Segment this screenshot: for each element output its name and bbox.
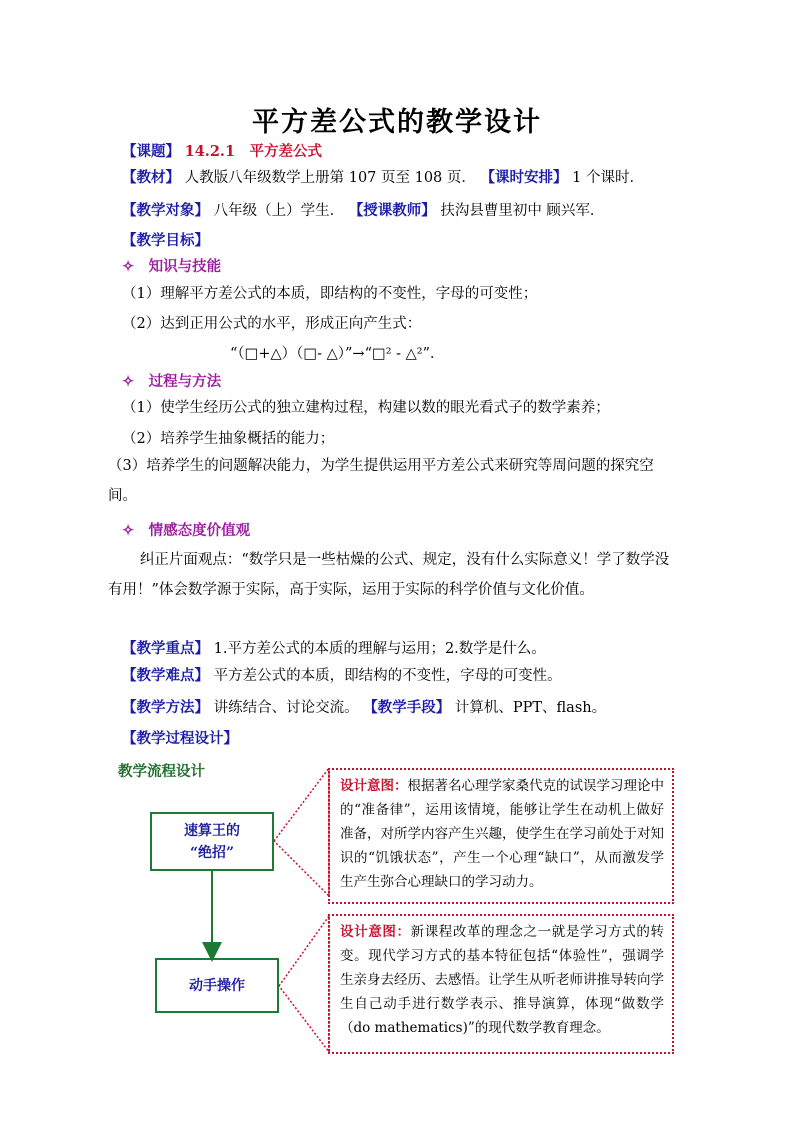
note-1-label: 设计意图： (340, 778, 408, 794)
process-item-1: （1）使学生经历公式的独立建构过程，构建以数的眼光看式子的数学素养； (122, 400, 610, 416)
knowledge-heading: ✧ 知识与技能 (122, 258, 222, 275)
flow-box-1-line-1: 速算王的 (184, 822, 240, 839)
process-heading: ✧ 过程与方法 (122, 373, 222, 390)
teacher-label: 【授课教师】 (348, 202, 436, 219)
flow-box-quick-calc (150, 812, 274, 871)
lesson-label: 【课题】 (122, 143, 180, 160)
means-value: 计算机、PPT、flash。 (454, 700, 607, 716)
key-points-value: 1.平方差公式的本质的理解与运用；2.数学是什么。 (213, 641, 546, 657)
method-label: 【教学方法】 (122, 699, 209, 716)
callout-pointer-2 (279, 916, 329, 1052)
emotion-heading: ✧ 情感态度价值观 (122, 522, 251, 539)
note-2-label: 设计意图： (340, 924, 411, 940)
design-intent-note-1 (328, 768, 674, 904)
textbook-value: 人教版八年级数学上册第 107 页至 108 页． (184, 170, 476, 186)
formula: “（□+△）（□- △）”→“□² - △²”． (230, 346, 445, 362)
audience-value: 八年级（上）学生． (213, 203, 345, 219)
flow-box-1-line-2: “绝招” (189, 844, 235, 861)
page-title: 平方差公式的教学设计 (252, 107, 542, 138)
flow-box-2-label: 动手操作 (189, 977, 245, 994)
audience-label: 【教学对象】 (122, 202, 209, 219)
schedule-value: 1 个课时． (572, 170, 644, 186)
process-item-3: （3）培养学生的问题解决能力，为学生提供运用平方差公式来研究等周问题的探究空间。 (108, 458, 654, 504)
note-1-text: 根据著名心理学家桑代克的试误学习理论中的“准备律”，运用该情境，能够让学生在动机上做好准备，对所学内容产生兴趣，使学生在学习前处于对知识的“饥饿状态”，产生一个心理“缺口”，从而激发学生产生弥合心理缺口的学习动力。 (340, 778, 664, 890)
means-label: 【教学手段】 (363, 699, 451, 716)
lesson-value: 14.2.1 平方差公式 (184, 143, 323, 160)
difficulty-label: 【教学难点】 (122, 667, 209, 684)
key-points-label: 【教学重点】 (122, 640, 209, 657)
emotion-text: 纠正片面观点：“数学只是一些枯燥的公式、规定，没有什么实际意义！学了数学没有用！”体会数学源于实际，高于实际，运用于实际的科学价值与文化价值。 (108, 552, 670, 598)
flow-title: 教学流程设计 (118, 763, 205, 780)
process-item-2: （2）培养学生抽象概括的能力； (122, 431, 335, 447)
schedule-label: 【课时安排】 (480, 169, 568, 186)
knowledge-item-2: （2）达到正用公式的水平，形成正向产生式： (122, 316, 422, 332)
method-value: 讲练结合、讨论交流。 (213, 700, 359, 716)
design-intent-note-2 (328, 914, 674, 1054)
textbook-label: 【教材】 (122, 169, 180, 186)
process-design-label: 【教学过程设计】 (122, 730, 238, 747)
note-2-text: 新课程改革的理念之一就是学习方式的转变。现代学习方式的基本特征包括“体验性”，强调学生亲身去经历、去感悟。让学生从听老师讲推导转向学生自己动手进行数学表示、推导演算，体现“做数学（do mathematics)”的现代数学教育理念。 (340, 924, 665, 1036)
flow-box-hands-on (155, 958, 279, 1013)
knowledge-item-1: （1）理解平方差公式的本质，即结构的不变性，字母的可变性； (122, 286, 538, 302)
teacher-value: 扶沟县曹里初中 顾兴军． (440, 203, 605, 219)
difficulty-value: 平方差公式的本质，即结构的不变性，字母的可变性。 (213, 668, 562, 684)
goals-label: 【教学目标】 (122, 232, 209, 249)
callout-pointer-1 (274, 768, 329, 896)
